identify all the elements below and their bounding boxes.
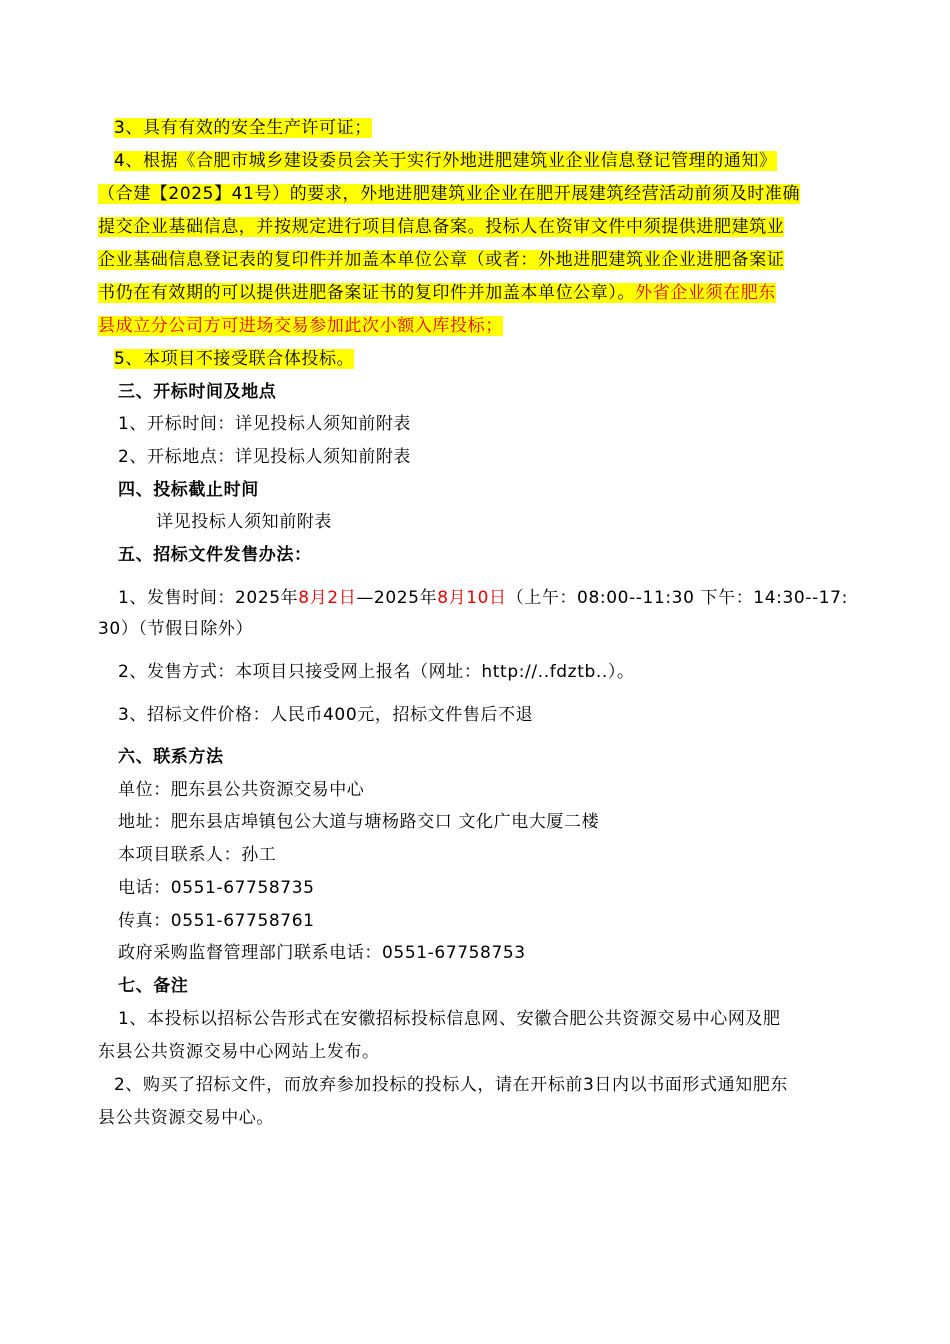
- document-price: 3、招标文件价格：人民币400元，招标文件售后不退: [118, 705, 534, 725]
- requirement-4-text-3: 提交企业基础信息，并按规定进行项目信息备案。投标人在资审文件中须提供进肥建筑业: [98, 217, 785, 237]
- requirement-3-text: 3、具有有效的安全生产许可证；: [114, 118, 372, 138]
- note-2-line-2: 县公共资源交易中心。: [98, 1108, 274, 1128]
- requirement-4-line-3: [98, 215, 784, 239]
- requirement-4-text-1: 4、根据《合肥市城乡建设委员会关于实行外地进肥建筑业企业信息登记管理的通知》: [114, 151, 777, 171]
- sale-time-prefix: 1、发售时间：2025年: [118, 588, 299, 608]
- requirement-4-text-5b: 外省企业须在肥东: [635, 283, 776, 303]
- section-6-heading: 六、联系方法: [118, 747, 224, 767]
- section-3-heading: 三、开标时间及地点: [118, 382, 277, 402]
- contact-phone: 电话：0551-67758735: [118, 878, 315, 898]
- note-2-line-1: 2、购买了招标文件，而放弃参加投标的投标人，请在开标前3日内以书面形式通知肥东: [114, 1075, 789, 1095]
- section-7-heading: 七、备注: [118, 976, 189, 996]
- contact-person: 本项目联系人：孙工: [118, 845, 277, 865]
- requirement-3: [114, 116, 372, 140]
- contact-address: 地址：肥东县店埠镇包公大道与塘杨路交口 文化广电大厦二楼: [118, 812, 600, 832]
- contact-fax: 传真：0551-67758761: [118, 911, 315, 931]
- sale-time-mid: —2025年: [356, 588, 438, 608]
- section-5-heading: 五、招标文件发售办法：: [118, 545, 312, 565]
- bid-opening-place: 2、开标地点：详见投标人须知前附表: [118, 447, 412, 467]
- sale-time-line-2: 30）（节假日除外）: [98, 619, 254, 639]
- note-1-line-2: 东县公共资源交易中心网站上发布。: [98, 1042, 380, 1062]
- requirement-4-text-5a: 书仍在有效期的可以提供进肥备案证书的复印件并加盖本单位公章）。: [98, 283, 636, 303]
- requirement-5: [114, 347, 354, 371]
- requirement-4-text-2: （合建【2025】41号）的要求，外地进肥建筑业企业在肥开展建筑经营活动前须及时准确: [98, 184, 801, 204]
- requirement-4-line-4: [98, 248, 784, 272]
- sale-time-line-1: [118, 586, 848, 610]
- requirement-4-text-6: 县成立分公司方可进场交易参加此次小额入库投标；: [98, 316, 503, 336]
- sale-start-date: 8月2日: [298, 588, 357, 608]
- requirement-4-line-2: [98, 182, 800, 206]
- requirement-4-text-4: 企业基础信息登记表的复印件并加盖本单位公章（或者：外地进肥建筑业企业进肥备案证: [98, 250, 785, 270]
- section-4-heading: 四、投标截止时间: [118, 480, 259, 500]
- note-1-line-1: 1、本投标以招标公告形式在安徽招标投标信息网、安徽合肥公共资源交易中心网及肥: [118, 1009, 781, 1029]
- sale-end-date: 8月10日: [437, 588, 507, 608]
- supervision-phone: 政府采购监督管理部门联系电话：0551-67758753: [118, 943, 526, 963]
- requirement-4-line-6: [98, 314, 503, 338]
- sale-method: 2、发售方式：本项目只接受网上报名（网址：http://..fdztb..）。: [118, 662, 635, 682]
- requirement-4-line-1: [114, 149, 777, 173]
- deadline-body: 详见投标人须知前附表: [156, 512, 332, 532]
- requirement-5-text: 5、本项目不接受联合体投标。: [114, 349, 355, 369]
- bid-opening-time: 1、开标时间：详见投标人须知前附表: [118, 414, 412, 434]
- sale-time-suffix: （上午：08:00--11:30 下午：14:30--17:: [506, 588, 848, 608]
- requirement-4-line-5: [98, 281, 776, 305]
- contact-unit: 单位：肥东县公共资源交易中心: [118, 780, 365, 800]
